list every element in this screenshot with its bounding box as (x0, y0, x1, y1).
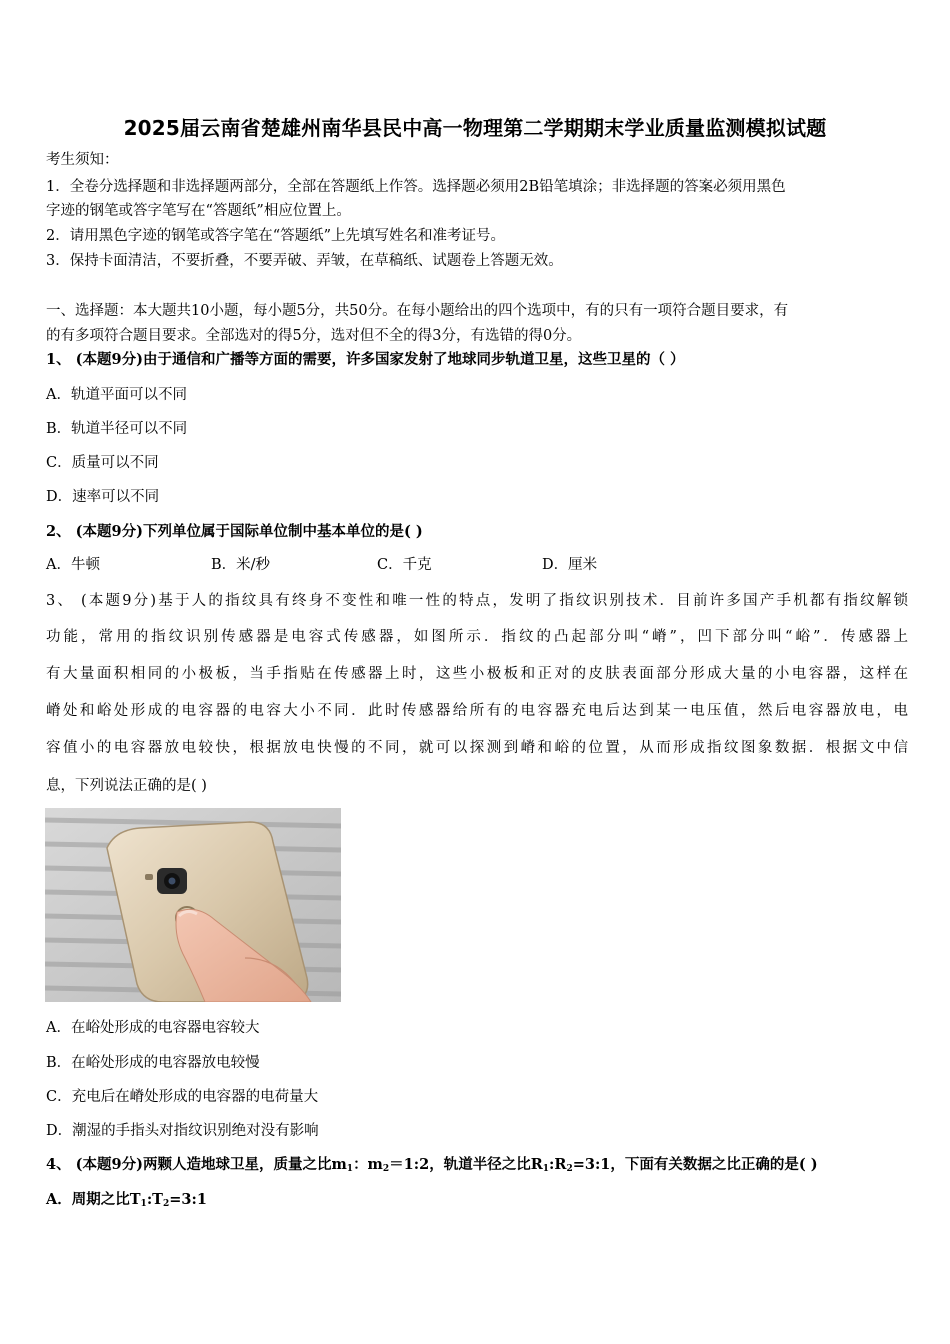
question-2-option-b: B．米/秒 (211, 557, 271, 573)
question-2-stem: 2、 (本题9分)下列单位属于国际单位制中基本单位的是( ) (46, 523, 423, 540)
notice-heading: 考生须知： (46, 152, 119, 168)
question-1-option-c: C．质量可以不同 (46, 455, 159, 471)
page-title: 2025届云南省楚雄州南华县民中高一物理第二学期期末学业质量监测模拟试题 (123, 116, 827, 140)
question-1-option-a: A．轨道平面可以不同 (46, 387, 187, 403)
notice-item-1-line-2: 字迹的钢笔或答字笔写在“答题纸”相应位置上。 (46, 203, 351, 219)
notice-item-3: 3．保持卡面清洁，不要折叠，不要弄破、弄皱，在草稿纸、试题卷上答题无效。 (46, 253, 563, 269)
question-4-stem-part-b: ：m (353, 1156, 383, 1173)
question-3-stem-line-6: 息，下列说法正确的是( ) (46, 778, 207, 794)
question-4-subscript-m1: 1 (346, 1164, 354, 1174)
notice-item-2: 2．请用黑色字迹的钢笔或答字笔在“答题纸”上先填写姓名和准考证号。 (46, 228, 506, 244)
question-3-option-d: D．潮湿的手指头对指纹识别绝对没有影响 (46, 1123, 319, 1139)
question-4-option-a-subscript-1: 1 (140, 1199, 147, 1209)
question-4-subscript-m2: 2 (382, 1164, 390, 1174)
question-4-subscript-r1: 1 (542, 1164, 550, 1174)
question-1-option-b: B．轨道半径可以不同 (46, 421, 188, 437)
question-4-subscript-r2: 2 (566, 1164, 573, 1174)
question-2-options (46, 553, 746, 577)
question-4-option-a-part-a: A．周期之比T (46, 1191, 141, 1208)
question-4-option-a (46, 1188, 908, 1212)
question-2-option-d: D．厘米 (542, 557, 598, 573)
question-3-stem-line-3: 有大量面积相同的小极板，当手指贴在传感器上时，这些小极板和正对的皮肤表面部分形成大量的小电容器，这样在 (46, 666, 908, 682)
question-4-option-a-subscript-2: 2 (162, 1199, 170, 1209)
question-2-option-c: C．千克 (377, 557, 432, 573)
question-3-option-c: C．充电后在嵴处形成的电容器的电荷量大 (46, 1089, 319, 1105)
fingerprint-phone-photo (45, 808, 341, 1002)
question-4-stem-part-a: 4、 (本题9分)两颗人造地球卫星，质量之比m (46, 1156, 347, 1173)
question-1-stem: 1、 (本题9分)由于通信和广播等方面的需要，许多国家发射了地球同步轨道卫星，这些卫星的（ ） (46, 351, 685, 368)
section-1-intro-line-2: 的有多项符合题目要求。全部选对的得5分，选对但不全的得3分，有选错的得0分。 (46, 328, 582, 344)
notice-item-1-line-1: 1．全卷分选择题和非选择题两部分，全部在答题纸上作答。选择题必须用2B铅笔填涂；非选择题的答案必须用黑色 (46, 179, 786, 195)
question-4-stem-part-e: =3:1，下面有关数据之比正确的是( ) (572, 1156, 818, 1173)
section-1-intro-line-1: 一、选择题：本大题共10小题，每小题5分，共50分。在每小题给出的四个选项中，有的只有一项符合题目要求，有 (46, 303, 789, 319)
question-4-stem-part-c: ＝1:2，轨道半径之比R (389, 1156, 543, 1173)
question-3-option-b: B．在峪处形成的电容器放电较慢 (46, 1055, 260, 1071)
question-3-stem-line-1: 3、 (本题9分)基于人的指纹具有终身不变性和唯一性的特点，发明了指纹识别技术．目前许多国产手机都有指纹解锁 (46, 593, 908, 609)
question-4-option-a-part-c: =3:1 (169, 1191, 207, 1208)
question-4-stem-part-d: :R (549, 1156, 567, 1173)
question-3-stem-line-4: 嵴处和峪处形成的电容器的电容大小不同．此时传感器给所有的电容器充电后达到某一电压值，然后电容器放电，电 (46, 703, 908, 719)
question-1-option-d: D．速率可以不同 (46, 489, 160, 505)
question-3-stem-line-5: 容值小的电容器放电较快，根据放电快慢的不同，就可以探测到嵴和峪的位置，从而形成指纹图象数据．根据文中信 (46, 740, 908, 756)
question-3-stem-line-2: 功能，常用的指纹识别传感器是电容式传感器，如图所示．指纹的凸起部分叫“嵴”，凹下部分叫“峪”．传感器上 (46, 629, 908, 645)
question-3-option-a: A．在峪处形成的电容器电容较大 (46, 1020, 260, 1036)
question-4-stem (46, 1153, 908, 1177)
question-2-option-a: A．牛顿 (46, 557, 100, 573)
fingerprint-phone-illustration (45, 808, 341, 1002)
question-4-option-a-part-b: :T (146, 1191, 163, 1208)
